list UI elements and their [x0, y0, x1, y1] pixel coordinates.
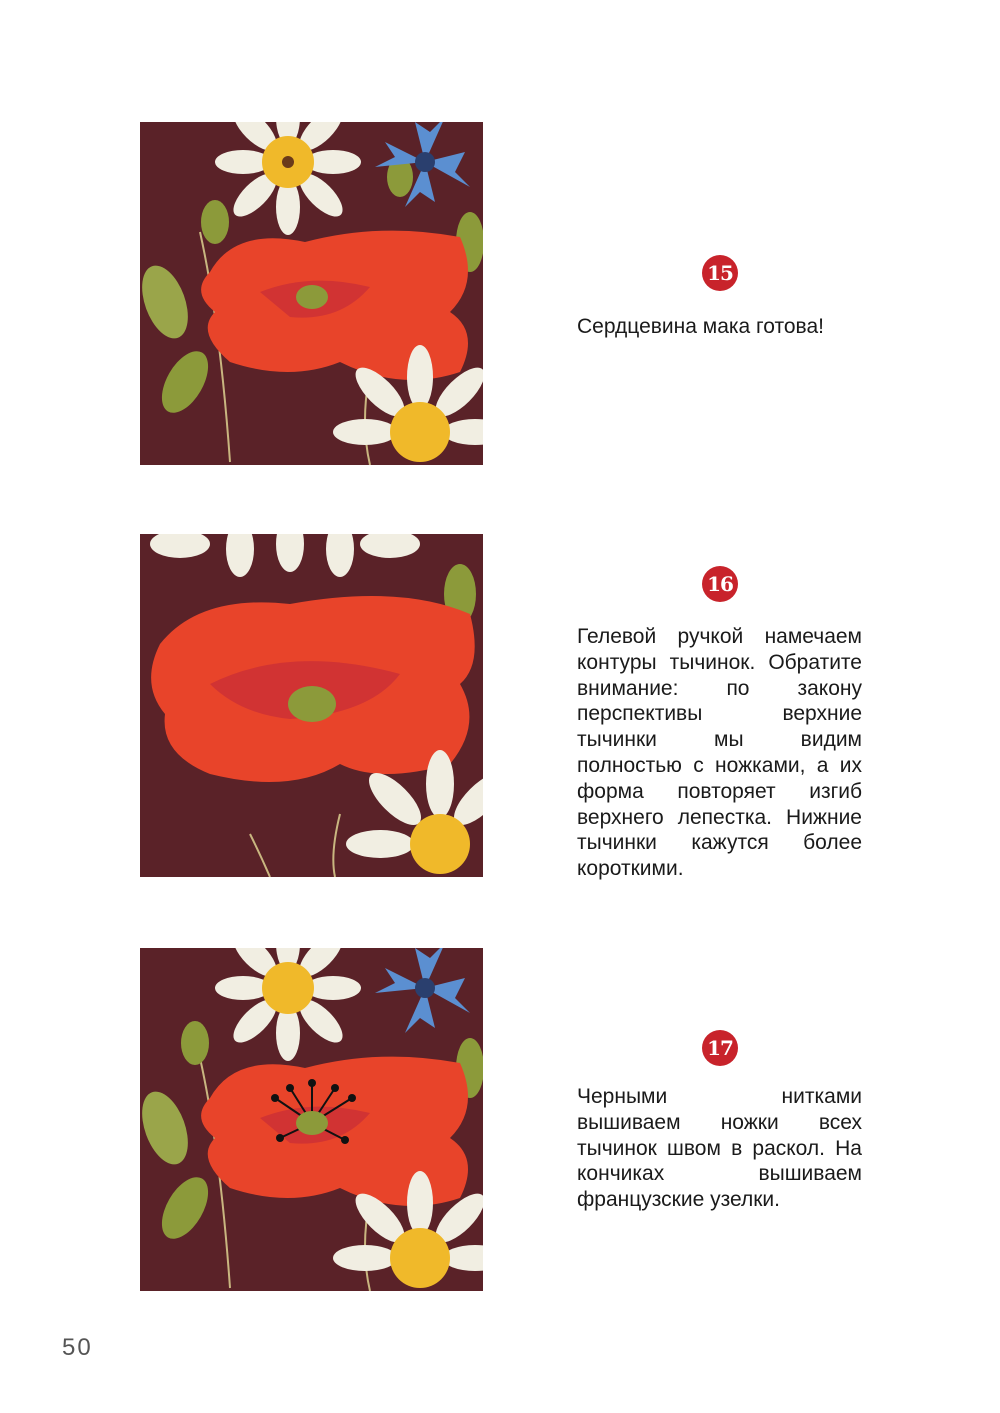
step-number-badge: 16 [702, 566, 738, 602]
step-16-photo [140, 534, 483, 877]
step-15-photo [140, 122, 483, 465]
embroidered-poppy-stamens-image [140, 948, 483, 1291]
step-number-badge: 15 [702, 255, 738, 291]
step-number-badge: 17 [702, 1030, 738, 1066]
embroidered-poppy-image [140, 122, 483, 465]
step-caption: Сердцевина мака готова! [577, 315, 824, 338]
step-caption: Гелевой ручкой намечаем контуры тычинок. Обратите внимание: по закону перспективы верхние тычинки мы видим полностью с ножками, а их форма повторяет изгиб верхнего лепестка. Нижние тычинки кажутся более короткими. [577, 625, 862, 881]
step-caption: Черными нитками вышиваем ножки всех тычинок швом в раскол. На кончиках вышиваем французские узелки. [577, 1085, 862, 1212]
embroidered-poppy-closeup-image [140, 534, 483, 877]
step-17-photo [140, 948, 483, 1291]
page-number: 50 [62, 1334, 93, 1361]
